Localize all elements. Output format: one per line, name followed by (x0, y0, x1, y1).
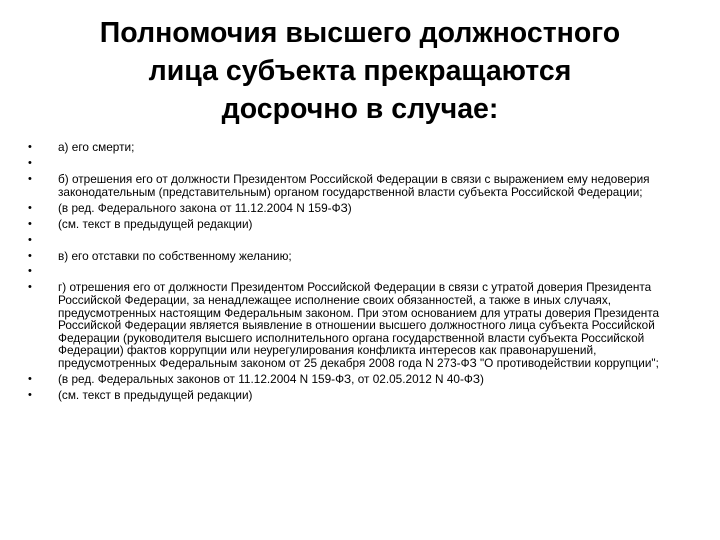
bullet-icon: • (28, 249, 32, 262)
list-item-text: в) его отставки по собственному желанию; (58, 248, 292, 263)
list-item-text: а) его смерти; (58, 140, 135, 154)
bullet-icon: • (28, 141, 32, 153)
title-line-2: лица субъекта прекращаются (148, 55, 572, 87)
list-item (28, 173, 696, 198)
list-item (28, 373, 696, 386)
bullet-icon: • (28, 201, 32, 214)
bullet-icon: • (28, 265, 32, 278)
title-line-3: досрочно в случае: (221, 93, 499, 125)
list-item (28, 141, 696, 154)
list-item (28, 157, 696, 170)
list-item-text: (см. текст в предыдущей редакции) (58, 216, 253, 231)
list-item (28, 218, 696, 231)
list-item (28, 250, 696, 263)
list-item (28, 389, 696, 402)
bullet-icon: • (28, 389, 32, 401)
title-line-1: Полномочия высшего должностного (99, 17, 621, 49)
bullet-icon: • (28, 281, 32, 294)
list-item-text: (в ред. Федеральных законов от 11.12.2004 N 159-ФЗ, от 02.05.2012 N 40-ФЗ) (58, 372, 484, 387)
bullet-list (28, 141, 696, 405)
list-item-text: (см. текст в предыдущей редакции) (58, 388, 253, 402)
bullet-icon: • (28, 373, 32, 386)
slide-title (60, 14, 660, 128)
list-item-text: б) отрешения его от должности Президентом Российской Федерации в связи с выражением ему недоверия законодательным (представительным) органом государственной власти субъекта Российской Федерации; (58, 171, 650, 199)
list-item-text: (в ред. Федерального закона от 11.12.2004 N 159-ФЗ) (58, 200, 352, 215)
list-item (28, 281, 696, 369)
list-item-text: г) отрешения его от должности Президентом Российской Федерации в связи с утратой доверия Президента Российской Федерации, за ненадлежащее исполнение своих обязанностей, а также в иных случаях, предусмотренных настоящим Федеральным законом. При этом основанием для утраты доверия Президента Российской Федерации является выявление в отношении высшего должностного лица субъекта Российской Федерации (руководителя высшего исполнительного органа государственной власти субъекта Российской Федерации) фактов коррупции или неурегулирования конфликта интересов как правонарушений, предусмотренных Федеральным законом от 25 декабря 2008 года N 273-ФЗ "О противодействии коррупции"; (58, 280, 660, 371)
bullet-icon: • (28, 156, 32, 169)
list-item (28, 234, 696, 247)
bullet-icon: • (28, 172, 32, 185)
list-item (28, 265, 696, 278)
list-item (28, 202, 696, 215)
bullet-icon: • (28, 233, 32, 246)
bullet-icon: • (28, 217, 32, 230)
